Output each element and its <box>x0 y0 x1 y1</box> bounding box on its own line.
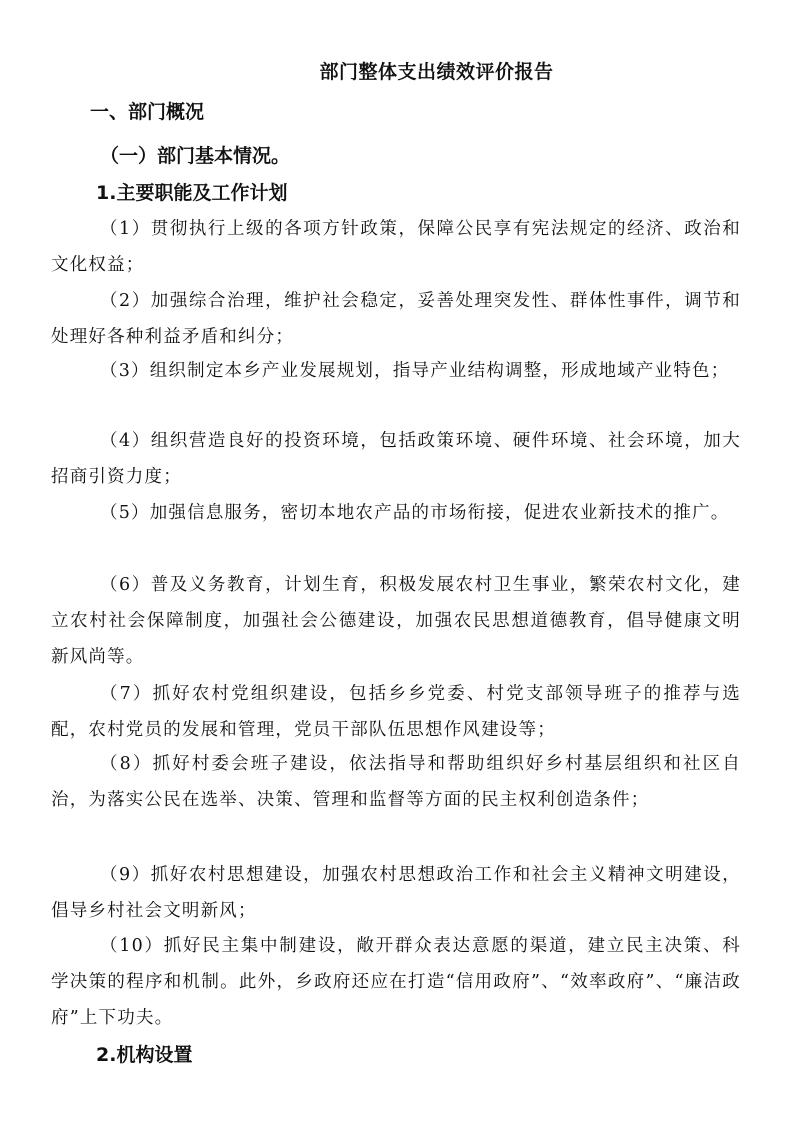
paragraph-function-7: （7）抓好农村党组织建设，包括乡乡党委、村党支部领导班子的推荐与选配，农村党员的发展和管理，党员干部队伍思想作风建设等； <box>51 684 741 740</box>
paragraph-function-4: （4）组织营造良好的投资环境，包括政策环境、硬件环境、社会环境，加大招商引资力度； <box>51 431 741 487</box>
item-heading-functions: 1.主要职能及工作计划 <box>96 182 288 204</box>
subsection-heading-basic-info: （一）部门基本情况。 <box>100 145 291 167</box>
paragraph-function-10: （10）抓好民主集中制建设，敞开群众表达意愿的渠道，建立民主决策、科学决策的程序和机制。此外，乡政府还应在打造“信用政府”、“效率政府”、“廉洁政府”上下功夫。 <box>51 936 741 1028</box>
paragraph-function-6: （6）普及义务教育，计划生育，积极发展农村卫生事业，繁荣农村文化，建立农村社会保障制度，加强社会公德建设，加强农民思想道德教育，倡导健康文明新风尚等。 <box>51 575 741 667</box>
paragraph-function-8: （8）抓好村委会班子建设，依法指导和帮助组织好乡村基层组织和社区自治，为落实公民在选举、决策、管理和监督等方面的民主权利创造条件； <box>51 754 741 810</box>
paragraph-function-3: （3）组织制定本乡产业发展规划，指导产业结构调整，形成地域产业特色； <box>100 361 730 381</box>
paragraph-function-2: （2）加强综合治理，维护社会稳定，妥善处理突发性、群体性事件，调节和处理好各种利益矛盾和纠分； <box>51 291 741 347</box>
section-heading-overview: 一、部门概况 <box>90 101 205 123</box>
paragraph-function-9: （9）抓好农村思想建设，加强农村思想政治工作和社会主义精神文明建设，倡导乡村社会文明新风； <box>51 865 741 921</box>
paragraph-function-5: （5）加强信息服务，密切本地农产品的市场衔接，促进农业新技术的推广。 <box>100 503 730 523</box>
item-heading-organization: 2.机构设置 <box>96 1044 193 1066</box>
paragraph-function-1: （1）贯彻执行上级的各项方针政策，保障公民享有宪法规定的经济、政治和文化权益； <box>51 219 741 275</box>
report-title: 部门整体支出绩效评价报告 <box>319 61 554 83</box>
